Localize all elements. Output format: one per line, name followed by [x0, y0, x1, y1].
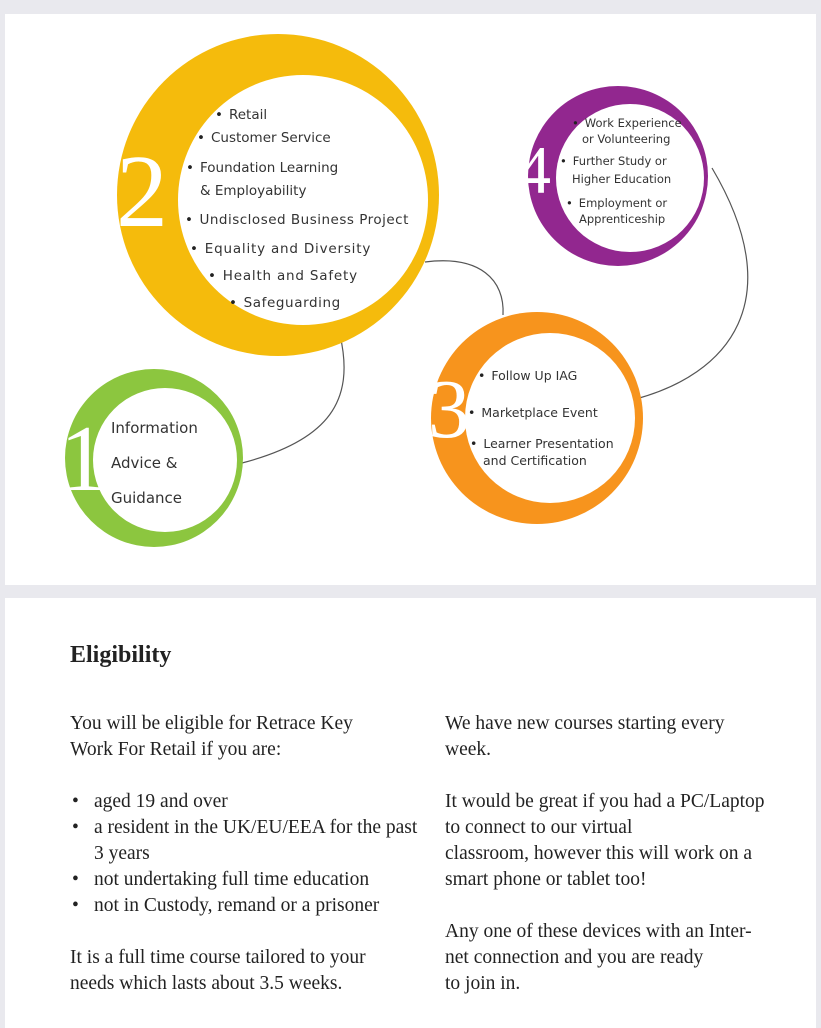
- stage-4-item: • Work Experience: [572, 116, 682, 130]
- stage-2-item: • Retail: [215, 107, 267, 123]
- intro-text: [70, 711, 420, 763]
- internet-line: Any one of these devices with an Inter-: [445, 921, 752, 942]
- course-line: It is a full time course tailored to your: [70, 947, 366, 968]
- criteria-item: • not in Custody, remand or a prisoner: [70, 893, 430, 919]
- connector-2-3: [425, 261, 503, 315]
- stage-3-number: 3: [428, 363, 470, 456]
- new-courses-text: [445, 711, 805, 763]
- stage-4-item-cont: Apprenticeship: [579, 212, 666, 226]
- devices-text: [445, 789, 815, 893]
- stage-3-item: • Learner Presentation: [470, 436, 614, 451]
- stage-2-item: • Customer Service: [197, 130, 331, 146]
- eligibility-criteria-list: [70, 789, 430, 919]
- stage-2-item-cont: & Employability: [200, 183, 307, 199]
- stage-3-item: • Marketplace Event: [468, 405, 598, 420]
- stage-1-item: Advice &: [111, 454, 178, 472]
- intro-line: You will be eligible for Retrace Key: [70, 713, 353, 734]
- course-line: needs which lasts about 3.5 weeks.: [70, 973, 343, 994]
- criteria-item: • not undertaking full time education: [70, 867, 430, 893]
- stage-4-item: • Further Study or: [560, 154, 667, 168]
- internet-line: to join in.: [445, 973, 521, 994]
- stage-1-item: Guidance: [111, 489, 182, 507]
- stage-2-item: • Foundation Learning: [186, 160, 338, 176]
- device-line: to connect to our virtual: [445, 817, 633, 838]
- device-line: It would be great if you had a PC/Laptop: [445, 791, 765, 812]
- stage-1-number: 1: [60, 407, 107, 511]
- stage-2-item: • Health and Safety: [208, 268, 358, 284]
- internet-text: [445, 919, 805, 997]
- device-line: smart phone or tablet too!: [445, 869, 647, 890]
- stage-4-item-cont: Higher Education: [572, 172, 672, 186]
- stage-4-item: • Employment or: [566, 196, 667, 210]
- stage-3-item-cont: and Certification: [483, 453, 587, 468]
- stage-2-item: • Undisclosed Business Project: [185, 212, 409, 228]
- eligibility-heading: Eligibility: [70, 642, 172, 668]
- course-length-text: [70, 945, 430, 997]
- stage-2-item: • Safeguarding: [229, 295, 341, 311]
- internet-line: net connection and you are ready: [445, 947, 704, 968]
- courses-line: week.: [445, 739, 492, 760]
- device-line: classroom, however this will work on a: [445, 843, 753, 864]
- intro-line: Work For Retail if you are:: [70, 739, 282, 760]
- stage-2-number: 2: [116, 134, 168, 249]
- stage-3-item: • Follow Up IAG: [478, 368, 577, 383]
- stage-4-item-cont: or Volunteering: [582, 132, 671, 146]
- stage-1-item: Information: [111, 419, 198, 437]
- courses-line: We have new courses starting every: [445, 713, 725, 734]
- criteria-item: • aged 19 and over: [70, 789, 430, 815]
- stage-2-item: • Equality and Diversity: [190, 241, 371, 257]
- criteria-item: • a resident in the UK/EU/EEA for the past 3 years: [70, 815, 424, 867]
- stage-4-number: 4: [517, 132, 551, 208]
